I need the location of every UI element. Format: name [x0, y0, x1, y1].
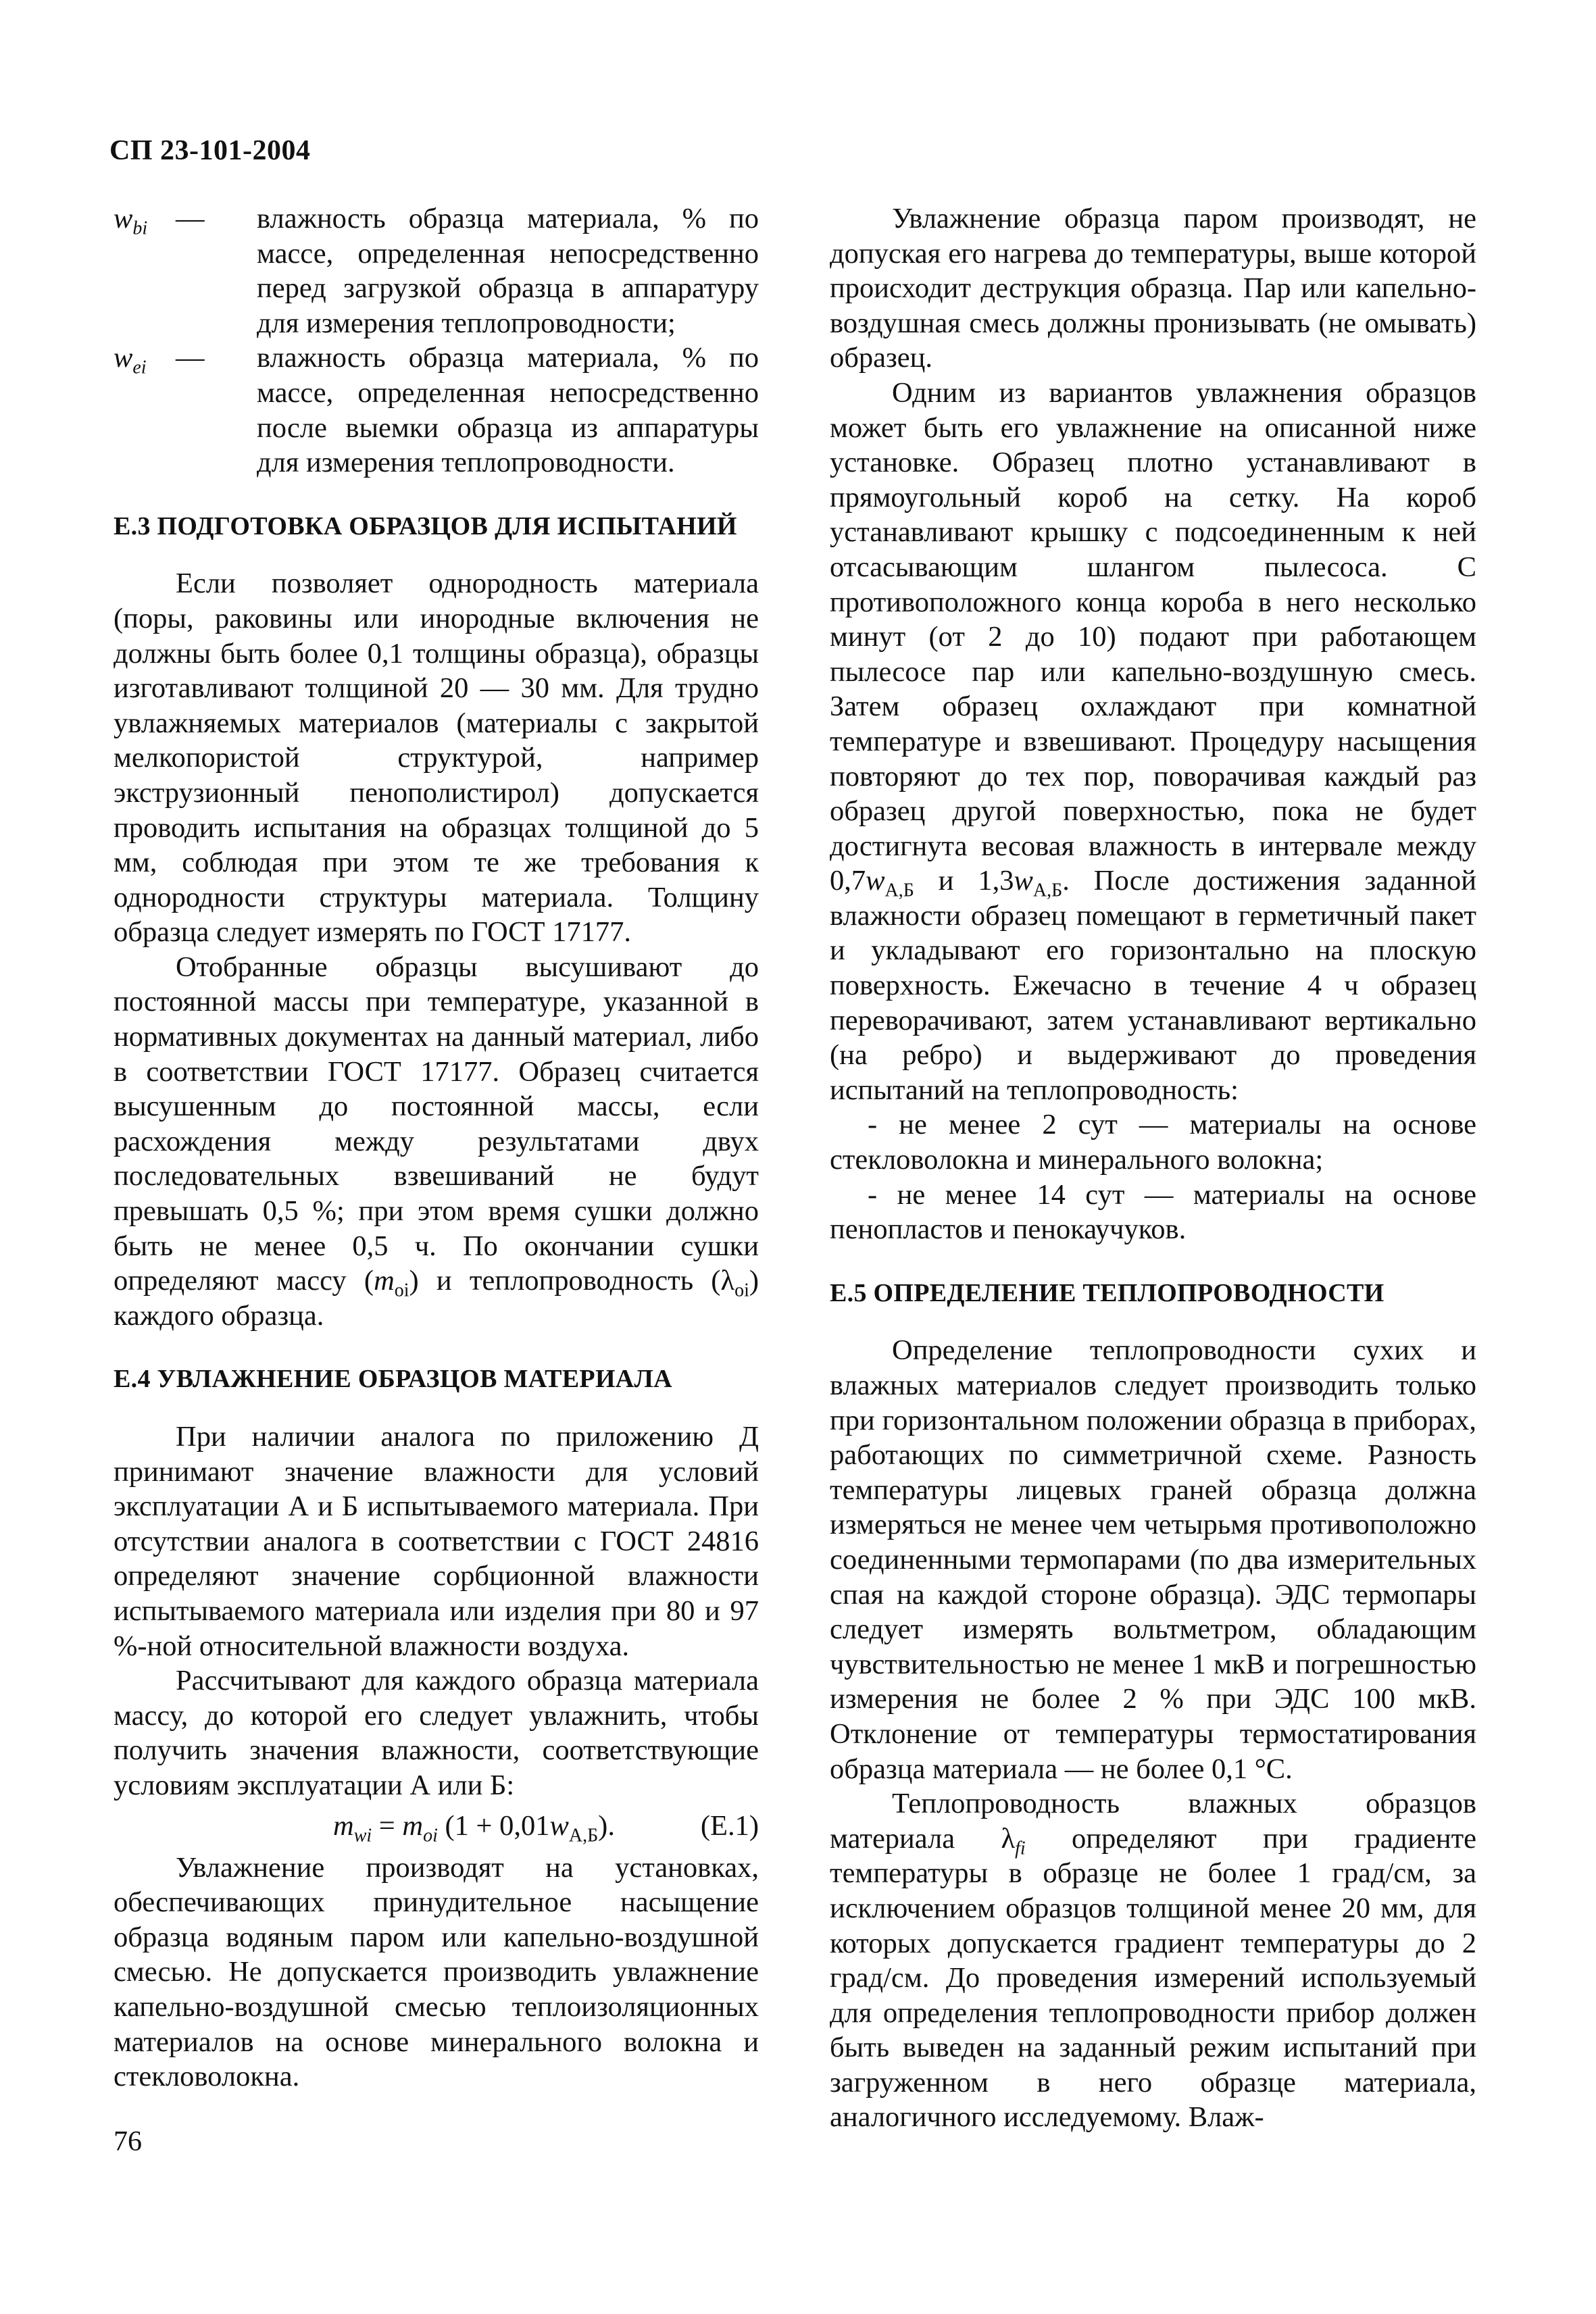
list-item: - не менее 14 сут — материалы на основе пенопластов и пенокаучуков.	[830, 1178, 1476, 1246]
formula-number: (Е.1)	[700, 1809, 759, 1842]
formula-e1	[114, 1803, 759, 1851]
page-number: 76	[114, 2126, 142, 2157]
section-heading-e3: Е.3 ПОДГОТОВКА ОБРАЗЦОВ ДЛЯ ИСПЫТАНИЙ	[114, 511, 737, 540]
paragraph: Увлажнение производят на установках, обеспечивающих принудительное насыщение образца водяным паром или капельно-воздушной смесью. Не допускается производить увлажнение капельно-воздушной смесью теплоизоляционных материалов на основе минерального волокна и стекловолокна.	[114, 1851, 759, 2093]
paragraph: При наличии аналога по приложению Д принимают значение влажности для условий эксплуатации А и Б испытываемого материала. При отсутствии аналога в соответствии с ГОСТ 24816 определяют значение сорбционной влажности испытываемого материала или изделия при 80 и 97 %-ной относительной влажности воздуха.	[114, 1421, 759, 1662]
paragraph: Одним из вариантов увлажнения образцов может быть его увлажнение на описанной ниже установке. Образец плотно устанавливают в прямоугольный короб на сетку. На короб устанавливают крышку с подсоединенным к ней отсасывающим шлангом пылесоса. С противоположного конца короба в него несколько минут (от 2 до 10) подают при работающем пылесосе пар или капельно-воздушную смесь. Затем образец охлаждают при комнатной температуре и взвешивают. Процедуру насыщения повторяют до тех пор, поворачивая каждый раз образец другой поверхностью, пока не будет достигнута весовая влажность в интервале между $0,7w_{А,Б}$ и $1,3w_{А,Б}$. После достижения заданной влажности образец помещают в герметичный пакет и укладывают его горизонтально на плоскую поверхность. Ежечасно в течение 4 ч образец переворачивают, затем устанавливают вертикально (на ребро) и выдерживают до проведения испытаний на теплопроводность:	[830, 376, 1476, 1106]
definition-symbol: $w_{bi}$	[114, 203, 148, 239]
paragraph: Увлажнение образца паром производят, не допуская его нагрева до температуры, выше которой происходит деструкция образца. Пар или капельно-воздушная смесь должны пронизывать (не омывать) образец.	[830, 203, 1476, 374]
definition-item: $w_{ei}$ — влажность образца материала, % по массе, определенная непосредственно после выемки образца из аппаратуры для измерения теплопроводности.	[114, 342, 759, 479]
paragraph: Отобранные образцы высушивают до постоянной массы при температуре, указанной в нормативных документах на данный материал, либо в соответствии ГОСТ 17177. Образец считается высушенным до постоянной массы, если расхождения между результатами двух последовательных взвешиваний не будут превышать 0,5 %; при этом время сушки должно быть не менее 0,5 ч. По окончании сушки определяют массу $(m_{oi})$ и теплопроводность $(\lambda_{oi})$ каждого образца.	[114, 951, 759, 1332]
section-heading-e4: Е.4 УВЛАЖНЕНИЕ ОБРАЗЦОВ МАТЕРИАЛА	[114, 1365, 672, 1394]
paragraph: Если позволяет однородность материала (поры, раковины или инородные включения не должны быть более 0,1 толщины образца), образцы изготавливают толщиной 20 — 30 мм. Для трудно увлажняемых материалов (материалы с закрытой мелкопористой структурой, например экструзионный пенополистирол) допускается проводить испытания на образцах толщиной до 5 мм, соблюдая при этом те же требования к однородности структуры материала. Толщину образца следует измерять по ГОСТ 17177.	[114, 568, 759, 949]
paragraph: Определение теплопроводности сухих и влажных материалов следует производить только при горизонтальном положении образца в приборах, работающих по симметричной схеме. Разность температуры лицевых граней образца должна измеряться не менее чем четырьмя противоположно соединенными термопарами (по два измерительных спая на каждой стороне образца). ЭДС термопары следует измерять вольтметром, обладающим чувствительностью не менее 1 мкВ и погрешностью измерения не более 2 % при ЭДС 100 мкВ. Отклонение от температуры термостатирования образца материала — не более 0,1 °С.	[830, 1334, 1476, 1785]
left-column	[114, 201, 759, 2094]
definition-text: влажность образца материала, % по массе, определенная непосредственно перед загрузкой образца в аппаратуру для измерения теплопроводности;	[257, 203, 759, 339]
list-item: - не менее 2 сут — материалы на основе стекловолокна и минерального волокна;	[830, 1109, 1476, 1176]
definition-item: $w_{bi}$ — влажность образца материала, % по массе, определенная непосредственно перед загрузкой образца в аппаратуру для измерения теплопроводности;	[114, 203, 759, 339]
section-heading-e5: Е.5 ОПРЕДЕЛЕНИЕ ТЕПЛОПРОВОДНОСТИ	[830, 1278, 1385, 1307]
definitions-list	[114, 201, 759, 480]
definition-text: влажность образца материала, % по массе, определенная непосредственно после выемки образца из аппаратуры для измерения теплопроводности.	[257, 342, 759, 479]
definition-symbol: $w_{ei}$	[114, 342, 147, 378]
paragraph: Теплопроводность влажных образцов материала $\lambda_{fi}$ определяют при градиенте температуры в образце не более 1 град/см, за исключением образцов толщиной менее 20 мм, для которых допускается градиент температуры до 2 град/см. До проведения измерений используемый для определения теплопроводности прибор должен быть выведен на заданный режим испытаний при загруженном в него образце материала, аналогичного исследуемому. Влаж-	[830, 1788, 1477, 2134]
right-column	[830, 201, 1476, 2135]
formula-expression: $m_{wi} = m_{oi}$ $(1 + 0,01w_{А,Б})$.	[333, 1809, 615, 1846]
paragraph: Рассчитывают для каждого образца материала массу, до которой его следует увлажнить, чтобы получить значения влажности, соответствующие условиям эксплуатации А или Б:	[114, 1665, 759, 1801]
document-code: СП 23-101-2004	[109, 135, 311, 166]
